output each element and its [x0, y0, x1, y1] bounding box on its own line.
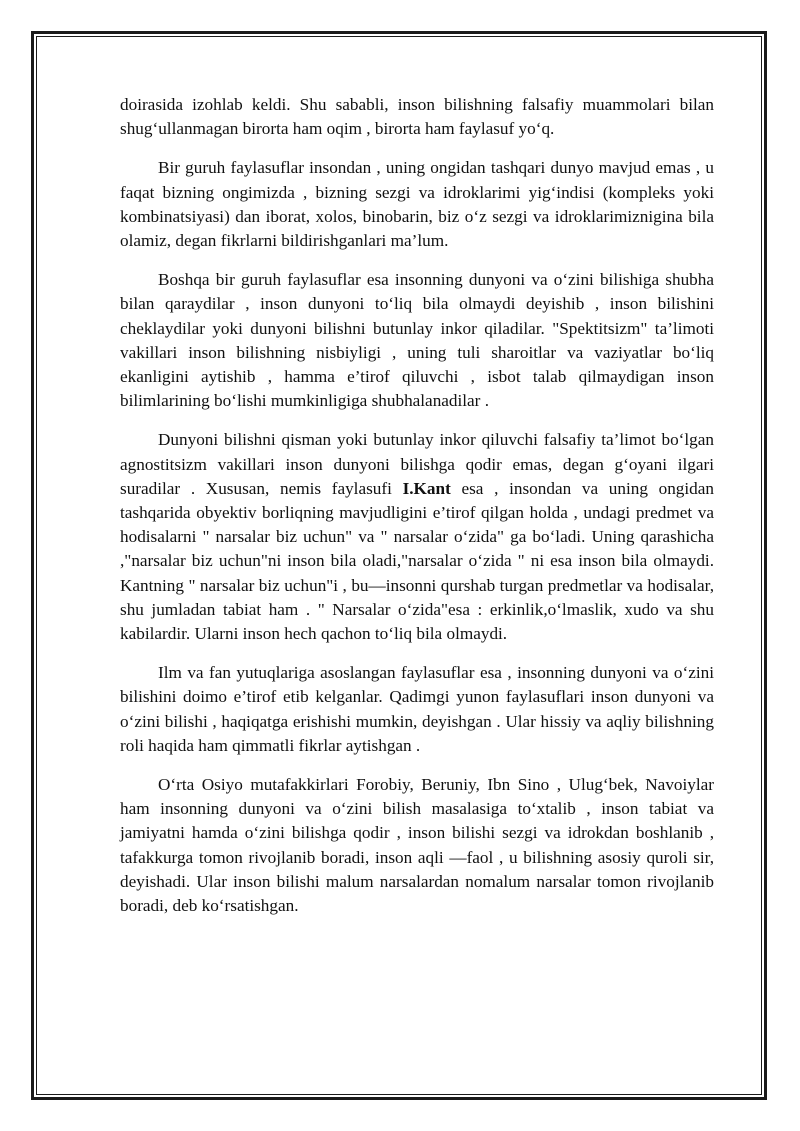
paragraph-1: doirasida izohlab keldi. Shu sababli, inson bilishning falsafiy muammolari bilan shug‘ullanmagan birorta ham oqim , birorta ham faylasuf yo‘q.: [120, 95, 714, 139]
paragraph-4-text-before: Dunyoni bilishni qisman yoki butunlay inkor qiluvchi falsafiy ta’limot bo‘lgan agnostitsizm vakillari inson dunyoni bilishga qodir emas, degan g‘oyani ilgari suradilar . Xususan, nemis faylasufi: [120, 430, 714, 498]
kant-name-bold: I.Kant: [402, 478, 451, 498]
paragraph-4: [120, 428, 714, 646]
paragraph-6: O‘rta Osiyo mutafakkirlari Forobiy, Beruniy, Ibn Sino , Ulug‘bek, Navoiylar ham insonning dunyoni va o‘zini bilish masalasiga to‘xtalib , inson tabiat va jamiyatni hamda o‘zini bilishga qodir , inson bilishi sezgi va idrokdan boshlanib , tafakkurga tomon rivojlanib boradi, inson aqli —faol , u bilishning asosiy quroli sir, deyishadi. Ular inson bilishi malum narsalardan nomalum narsalar tomon rivojlanib boradi, deb ko‘rsatishgan.: [120, 775, 714, 916]
paragraph-4-text-after: esa , insondan va uning ongidan tashqarida obyektiv borliqning mavjudligini e’tirof qilgan holda , undagi predmet va hodisalarni " narsalar biz uchun" va " narsalar o‘zida" ga bo‘ladi. Uning qarashicha ,"narsalar biz uchun"ni inson bila oladi,"narsalar o‘zida " ni esa inson bila olmaydi. Kantning " narsalar biz uchun"i , bu—insonni qurshab turgan predmetlar va hodisalar, shu jumladan tabiat ham . " Narsalar o‘zida"esa : erkinlik,o‘lmaslik, xudo va shu kabilardir. Ularni inson hech qachon to‘liq bila olmaydi.: [120, 478, 714, 644]
paragraph-5: Ilm va fan yutuqlariga asoslangan faylasuflar esa , insonning dunyoni va o‘zini bilishini doimo e’tirof etib kelganlar. Qadimgi yunon faylasuflari inson dunyoni va o‘zini bilishi , haqiqatga erishishi mumkin, deyishgan . Ular hissiy va aqliy bilishning roli haqida ham qimmatli fikrlar aytishgan .: [120, 663, 714, 755]
paragraph-2: Bir guruh faylasuflar insondan , uning ongidan tashqari dunyo mavjud emas , u faqat bizning ongimizda , bizning sezgi va idroklarimi yig‘indisi (kompleks yoki kombinatsiyasi) dan iborat, xolos, binobarin, biz o‘z sezgi va idroklarimiznigina bila olamiz, degan fikrlarni bildirishganlari ma’lum.: [120, 158, 714, 251]
paragraph-3: Boshqa bir guruh faylasuflar esa insonning dunyoni va o‘zini bilishiga shubha bilan qaraydilar , inson dunyoni to‘liq bila olmaydi deyishib , inson bilishini cheklaydilar yoki dunyoni bilishni butunlay inkor qiladilar. "Spektitsizm" ta’limoti vakillari inson bilishning nisbiyligi , uning tuli sharoitlar va vaziyatlar bo‘liq ekanligini aytishib , hamma e’tirof qiluvchi , isbot talab qilmaydigan inson bilimlarining bo‘lishi mumkinligiga shubhalanadilar .: [120, 270, 714, 411]
document-body: [120, 93, 714, 933]
